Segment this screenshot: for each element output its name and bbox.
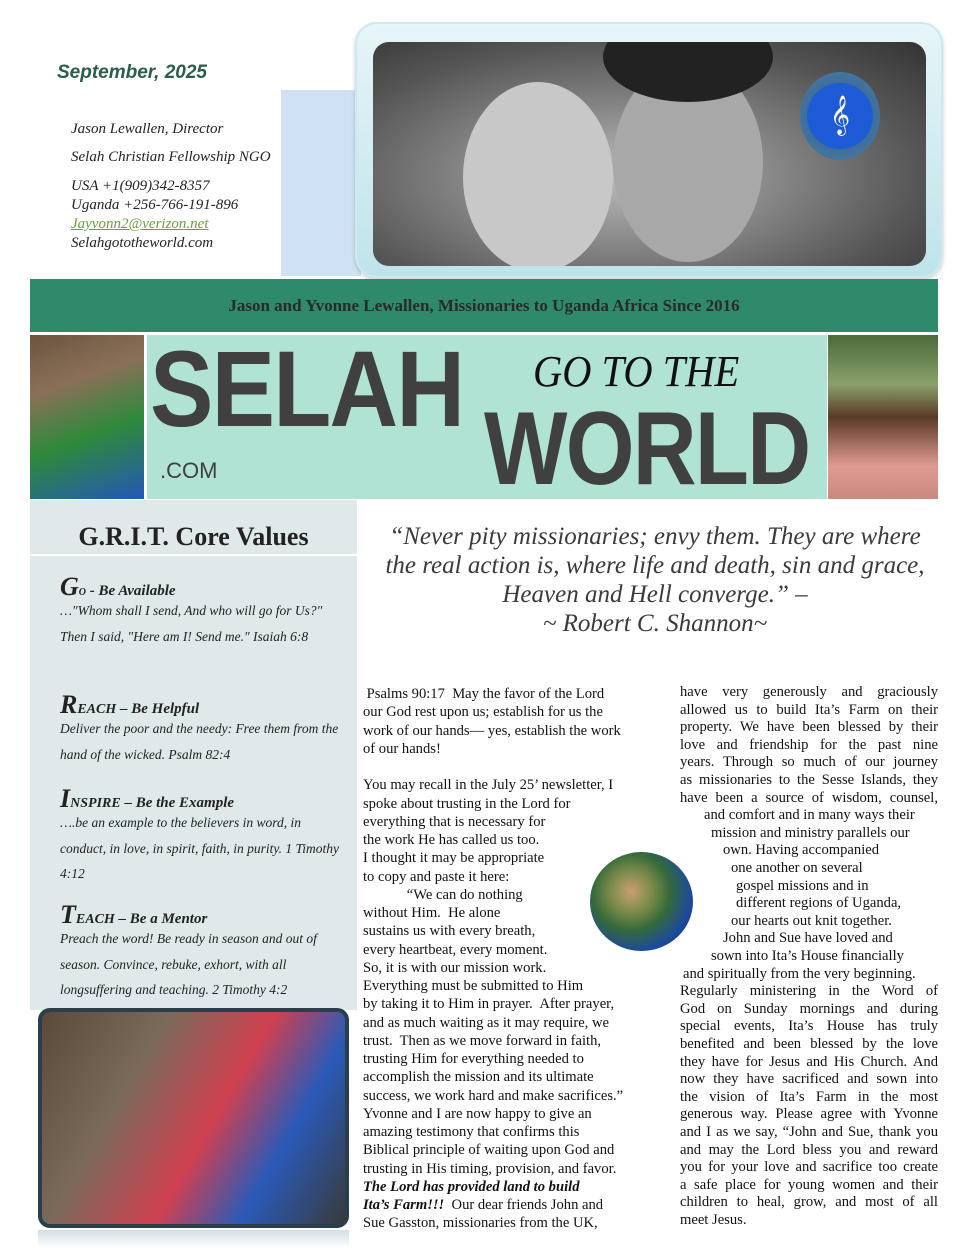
article-line: Everything must be submitted to Him xyxy=(363,978,584,994)
article-line: our God rest upon us; establish for us the xyxy=(363,704,603,721)
article-line: and may the Lord bless you and reward xyxy=(680,1141,938,1158)
missionaries-banner: Jason and Yvonne Lewallen, Missionaries to Uganda Africa Since 2016 xyxy=(30,279,938,332)
article-line: mission and ministry parallels our xyxy=(711,824,910,841)
article-line: everything that is necessary for xyxy=(363,813,546,830)
grit-title: G.R.I.T. Core Values xyxy=(30,522,357,556)
article-line: different regions of Uganda, xyxy=(736,895,902,912)
article-line: God on Sunday mornings and during xyxy=(680,1000,938,1017)
contact-usa-phone: USA +1(909)342-8357 xyxy=(71,178,210,194)
article-line: work of our hands— yes, establish the work xyxy=(363,722,621,739)
newsletter-date: September, 2025 xyxy=(57,62,207,83)
value-initial: I xyxy=(60,784,71,813)
ministry-photo xyxy=(38,1008,349,1228)
article-line: sown into Ita’s House financially xyxy=(711,948,904,964)
article-line: as missionaries to the Sesse Islands, they xyxy=(680,772,938,788)
emphasis-text: Ita’s Farm!!! xyxy=(363,1197,445,1213)
article-line: trusting Him for everything needed to xyxy=(363,1051,584,1067)
article-line: gospel missions and in xyxy=(736,877,869,894)
article-line: children to heal, grow, and most of all xyxy=(680,1194,938,1211)
emphasis-text: The Lord has provided land to build xyxy=(363,1178,580,1195)
article-line: without Him. He alone xyxy=(363,905,501,921)
value-initial: T xyxy=(60,900,76,929)
article-line: spoke about trusting in the Lord for xyxy=(363,795,571,812)
article-line: accomplish the mission and its ultimate xyxy=(363,1069,594,1086)
article-line: So, it is with our mission work. xyxy=(363,959,547,976)
article-text: Our dear friends John and xyxy=(444,1197,604,1213)
contact-uganda-phone: Uganda +256-766-191-896 xyxy=(71,197,239,213)
selah-fellowship-logo xyxy=(800,72,880,160)
article-line: to copy and paste it here: xyxy=(363,868,510,885)
value-initial: G xyxy=(60,572,79,601)
article-line xyxy=(363,1197,603,1214)
globe-image xyxy=(590,852,693,951)
article-line: the work He has called us too. xyxy=(363,832,540,848)
value-subtitle: – Be the Example xyxy=(120,795,235,811)
article-line: Yvonne and I are now happy to give an xyxy=(363,1105,592,1122)
article-line: love and friendship for the past nine xyxy=(680,736,938,753)
article-line: success, we work hard and make sacrifices.” xyxy=(363,1087,624,1104)
article-line: special events, Ita’s House has truly xyxy=(680,1018,938,1035)
article-line: and spiritually from the very beginning. xyxy=(683,965,916,982)
value-word: NSPIRE xyxy=(70,796,121,811)
article-line: benefited and been blessed by the love xyxy=(680,1036,938,1052)
masthead-go-to-the: GO TO THE xyxy=(533,347,740,396)
article-line: have been a source of wisdom, counsel, xyxy=(680,789,938,806)
article-line: John and Sue have loved and xyxy=(723,930,893,947)
article-line: by taking it to Him in prayer. After prayer, xyxy=(363,996,615,1013)
article-line: now they have sacrificed and sown into xyxy=(680,1071,938,1088)
contact-email-link[interactable]: Jayvonn2@verizon.net xyxy=(71,216,209,232)
masthead-dotcom: .COM xyxy=(160,458,218,483)
article-line: they have for Jesus and His Church. And xyxy=(680,1053,938,1070)
article-line: you for your love and sacrifice too create xyxy=(680,1159,938,1176)
featured-quote xyxy=(375,522,935,638)
article-line: the vision of Ita’s Farm in the most xyxy=(680,1088,938,1105)
article-line: every heartbeat, every moment. xyxy=(363,941,548,958)
contact-org: Selah Christian Fellowship NGO xyxy=(71,149,271,165)
article-line: trust. Then as we move forward in faith, xyxy=(363,1032,602,1049)
masthead-world: WORLD xyxy=(484,391,810,507)
article-line: property. We have been blessed by their xyxy=(680,719,938,736)
article-line: generous way. Please agree with Yvonne xyxy=(680,1106,938,1123)
article-line: trusting in His timing, provision, and favor. xyxy=(363,1160,617,1177)
article-line: and I as we say, “John and Sue, thank you xyxy=(680,1124,938,1140)
article-line: meet Jesus. xyxy=(680,1212,747,1228)
quote-author: ~ Robert C. Shannon~ xyxy=(542,610,768,637)
value-subtitle: – Be a Mentor xyxy=(114,911,208,927)
article-line: “We can do nothing xyxy=(363,886,523,903)
article-line: and comfort and in many ways their xyxy=(704,807,915,824)
value-word: EACH xyxy=(75,912,115,927)
article-line: and as much waiting as it may require, we xyxy=(363,1014,609,1031)
decorative-blue-panel xyxy=(281,88,361,276)
grit-value-verse: ….be an example to the believers in word, in conduct, in love, in spirit, faith, in purity. 1 Timothy 4:12 xyxy=(60,815,339,881)
article-line: have very generously and graciously xyxy=(680,684,938,700)
article-line: I thought it may be appropriate xyxy=(363,850,545,867)
photo-reflection xyxy=(38,1230,349,1248)
children-photo-left xyxy=(30,335,144,499)
article-line xyxy=(363,1179,580,1196)
quote-text: “Never pity missionaries; envy them. They are where the real action is, where life and death, sin and grace, Heaven and Hell converge.” – xyxy=(385,523,925,608)
article-line: of our hands! xyxy=(363,740,441,757)
value-subtitle: - Be Available xyxy=(86,583,176,599)
value-subtitle: – Be Helpful xyxy=(116,701,200,717)
contact-name: Jason Lewallen, Director xyxy=(71,121,224,137)
article-line: sustains us with every breath, xyxy=(363,923,536,940)
article-line: You may recall in the July 25’ newsletter, I xyxy=(363,777,614,794)
contact-website: Selahgototheworld.com xyxy=(71,235,214,251)
value-word: o xyxy=(78,584,87,599)
article-line: Psalms 90:17 May the favor of the Lord xyxy=(363,686,605,702)
article-line: Biblical principle of waiting upon God and xyxy=(363,1142,615,1159)
treble-clef-icon: 𝄞 xyxy=(829,97,851,134)
article-line: our hearts out knit together. xyxy=(731,912,892,929)
article-line: amazing testimony that confirms this xyxy=(363,1124,580,1140)
value-initial: R xyxy=(60,690,78,719)
grit-value-verse: Preach the word! Be ready in season and out of season. Convince, rebuke, exhort, with all longsuffering and teaching. 2 Timothy 4:2 xyxy=(60,931,317,997)
article-line: one another on several xyxy=(731,860,863,876)
article-line: Regularly ministering in the Word of xyxy=(680,983,938,1000)
article-line: a safe place for young women and their xyxy=(680,1176,938,1193)
article-line: years. Through so much of our journey xyxy=(680,754,938,771)
grit-value-verse: Deliver the poor and the needy: Free them from the hand of the wicked. Psalm 82:4 xyxy=(60,721,339,762)
article-line: allowed us to build Ita’s Farm on their xyxy=(680,701,938,718)
child-photo-right xyxy=(828,335,938,499)
masthead-selah: SELAH xyxy=(150,328,464,449)
value-word: EACH xyxy=(77,702,117,717)
article-line: own. Having accompanied xyxy=(723,842,880,859)
grit-value-verse: …"Whom shall I send, And who will go for Us?" Then I said, "Here am I! Send me." Isaiah 6:8 xyxy=(60,603,323,644)
article-line: Sue Gasston, missionaries from the UK, xyxy=(363,1215,598,1232)
